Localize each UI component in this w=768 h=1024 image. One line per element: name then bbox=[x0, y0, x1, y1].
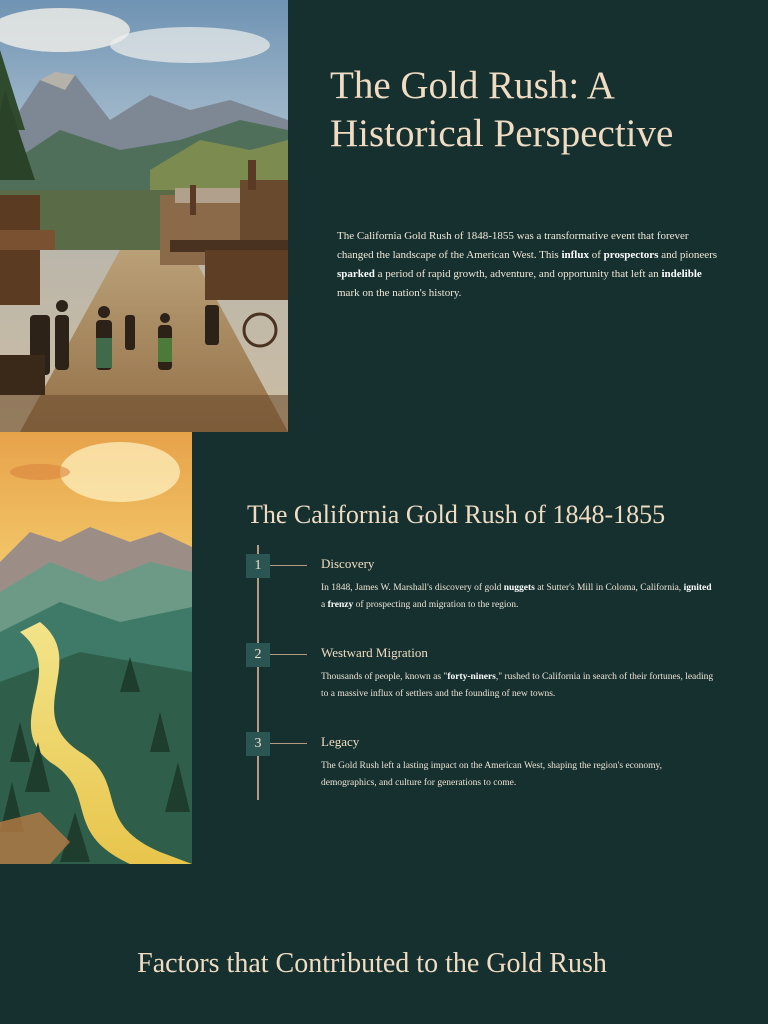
step-description bbox=[321, 580, 716, 614]
emphasized-text: indelible bbox=[661, 268, 702, 280]
text-run: The California Gold Rush of 1848-1855 was a transformative event that forever changed the landscape of the American West. This bbox=[337, 230, 689, 261]
mining-town-image bbox=[0, 0, 288, 432]
step-connector bbox=[270, 565, 307, 566]
step-title: Discovery bbox=[321, 556, 375, 571]
timeline-step-westward-migration bbox=[246, 643, 716, 723]
text-run: mark on the nation's history. bbox=[337, 287, 462, 299]
page-title: The Gold Rush: A Historical Perspective bbox=[330, 64, 674, 155]
emphasized-text: influx bbox=[561, 249, 589, 261]
step-description bbox=[321, 758, 716, 792]
step-title: Westward Migration bbox=[321, 645, 428, 660]
text-run: and pioneers bbox=[658, 249, 718, 261]
text-run: a bbox=[321, 600, 328, 610]
emphasized-text: forty-niners bbox=[447, 672, 496, 682]
timeline-step-legacy bbox=[246, 732, 716, 812]
step-connector bbox=[270, 743, 307, 744]
step-number-badge: 3 bbox=[246, 732, 270, 756]
step-number-badge: 1 bbox=[246, 554, 270, 578]
factors-section-title: Factors that Contributed to the Gold Rush bbox=[137, 948, 607, 979]
text-run: In 1848, James W. Marshall's discovery of gold bbox=[321, 583, 504, 593]
text-run: of bbox=[588, 249, 604, 261]
emphasized-text: ignited bbox=[683, 583, 712, 593]
timeline-section-title: The California Gold Rush of 1848-1855 bbox=[247, 500, 666, 529]
emphasized-text: sparked bbox=[337, 268, 375, 280]
intro-paragraph bbox=[337, 227, 722, 303]
text-run: at Sutter's Mill in Coloma, California, bbox=[534, 583, 684, 593]
text-run: The Gold Rush left a lasting impact on the American West, shaping the region's economy, demographics, and culture for generations to come. bbox=[321, 761, 663, 788]
text-run: of prospecting and migration to the region. bbox=[353, 600, 519, 610]
text-run: Thousands of people, known as " bbox=[321, 672, 448, 682]
emphasized-text: frenzy bbox=[327, 600, 354, 610]
text-run: ," rushed to California in search of their fortunes, leading to a massive influx of settlers and the founding of new towns. bbox=[321, 672, 714, 699]
emphasized-text: nuggets bbox=[503, 583, 535, 593]
river-valley-image bbox=[0, 432, 192, 864]
step-connector bbox=[270, 654, 307, 655]
step-description bbox=[321, 669, 716, 703]
step-title: Legacy bbox=[321, 734, 360, 749]
emphasized-text: prospectors bbox=[603, 249, 659, 261]
timeline-step-discovery bbox=[246, 554, 716, 634]
text-run: a period of rapid growth, adventure, and opportunity that left an bbox=[374, 268, 662, 280]
step-number-badge: 2 bbox=[246, 643, 270, 667]
